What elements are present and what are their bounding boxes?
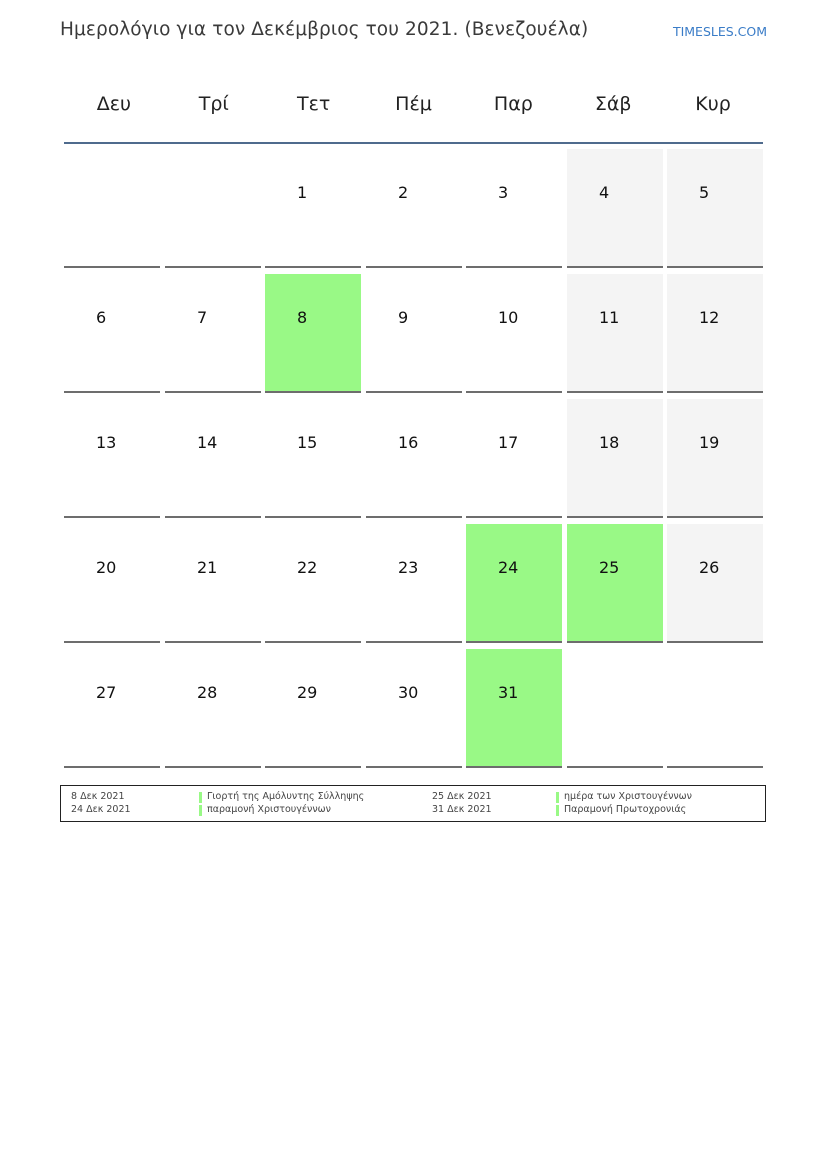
holiday-legend <box>60 785 766 822</box>
calendar-empty-cell <box>64 149 160 268</box>
calendar-day-cell <box>466 399 562 518</box>
legend-holiday-name: ημέρα των Χριστουγέννων <box>564 791 692 802</box>
calendar-day-cell <box>667 149 763 268</box>
day-number: 29 <box>297 683 318 702</box>
calendar-day-cell <box>165 399 261 518</box>
calendar-empty-cell <box>667 649 763 768</box>
day-number: 20 <box>96 558 117 577</box>
calendar-day-cell <box>366 524 462 643</box>
day-number: 7 <box>197 308 208 327</box>
day-number: 5 <box>699 183 710 202</box>
day-number: 27 <box>96 683 117 702</box>
calendar-day-cell <box>466 649 562 768</box>
calendar-day-cell <box>265 274 361 393</box>
legend-color-marker <box>556 805 559 816</box>
calendar-day-cell <box>366 649 462 768</box>
calendar-day-cell <box>64 399 160 518</box>
day-number: 23 <box>398 558 419 577</box>
day-number: 17 <box>498 433 519 452</box>
calendar-day-cell <box>265 649 361 768</box>
legend-date: 24 Δεκ 2021 <box>71 804 131 815</box>
weekday-label: Πέμ <box>395 93 432 115</box>
calendar-empty-cell <box>165 149 261 268</box>
calendar-day-cell <box>667 399 763 518</box>
day-number: 10 <box>498 308 519 327</box>
calendar-day-cell <box>265 399 361 518</box>
day-number: 16 <box>398 433 419 452</box>
day-number: 6 <box>96 308 107 327</box>
calendar-day-cell <box>265 149 361 268</box>
day-number: 12 <box>699 308 720 327</box>
day-number: 8 <box>297 308 308 327</box>
day-number: 11 <box>599 308 620 327</box>
day-number: 31 <box>498 683 519 702</box>
calendar-day-cell <box>165 649 261 768</box>
legend-date: 31 Δεκ 2021 <box>432 804 492 815</box>
brand-link[interactable]: TIMESLES.COM <box>672 24 767 39</box>
legend-color-marker <box>199 805 202 816</box>
day-number: 13 <box>96 433 117 452</box>
day-number: 30 <box>398 683 419 702</box>
day-number: 21 <box>197 558 218 577</box>
calendar-day-cell <box>667 524 763 643</box>
calendar-day-cell <box>567 274 663 393</box>
weekday-label: Δευ <box>96 93 132 115</box>
calendar-day-cell <box>466 149 562 268</box>
calendar-day-cell <box>64 649 160 768</box>
day-number: 26 <box>699 558 720 577</box>
legend-color-marker <box>199 792 202 803</box>
calendar-day-cell <box>64 274 160 393</box>
day-number: 24 <box>498 558 519 577</box>
weekday-label: Τρί <box>198 93 229 115</box>
day-number: 9 <box>398 308 409 327</box>
legend-date: 8 Δεκ 2021 <box>71 791 125 802</box>
calendar-day-cell <box>567 149 663 268</box>
day-number: 22 <box>297 558 318 577</box>
day-number: 28 <box>197 683 218 702</box>
day-number: 2 <box>398 183 409 202</box>
calendar-day-cell <box>165 524 261 643</box>
header-divider <box>64 142 763 144</box>
calendar-day-cell <box>466 274 562 393</box>
calendar-day-cell <box>667 274 763 393</box>
legend-date: 25 Δεκ 2021 <box>432 791 492 802</box>
calendar-day-cell <box>567 399 663 518</box>
calendar-day-cell <box>366 399 462 518</box>
day-number: 25 <box>599 558 620 577</box>
day-number: 4 <box>599 183 610 202</box>
page-title: Ημερολόγιο για τον Δεκέμβριος του 2021. (Βενεζουέλα) <box>60 19 589 40</box>
weekday-label: Κυρ <box>695 93 731 115</box>
day-number: 15 <box>297 433 318 452</box>
calendar-day-cell <box>567 524 663 643</box>
day-number: 1 <box>297 183 308 202</box>
day-number: 18 <box>599 433 620 452</box>
legend-color-marker <box>556 792 559 803</box>
calendar-day-cell <box>366 149 462 268</box>
legend-holiday-name: παραμονή Χριστουγέννων <box>207 804 331 815</box>
calendar-day-cell <box>165 274 261 393</box>
calendar-day-cell <box>64 524 160 643</box>
calendar-day-cell <box>466 524 562 643</box>
weekday-label: Τετ <box>296 93 331 115</box>
weekday-header <box>64 90 763 142</box>
day-number: 14 <box>197 433 218 452</box>
weekday-label: Σάβ <box>594 93 632 115</box>
legend-holiday-name: Παραμονή Πρωτοχρονιάς <box>564 804 687 815</box>
day-number: 19 <box>699 433 720 452</box>
calendar-day-cell <box>366 274 462 393</box>
weekday-label: Παρ <box>493 93 533 115</box>
calendar-empty-cell <box>567 649 663 768</box>
legend-holiday-name: Γιορτή της Αμόλυντης Σύλληψης <box>207 791 365 802</box>
calendar-day-cell <box>265 524 361 643</box>
day-number: 3 <box>498 183 509 202</box>
